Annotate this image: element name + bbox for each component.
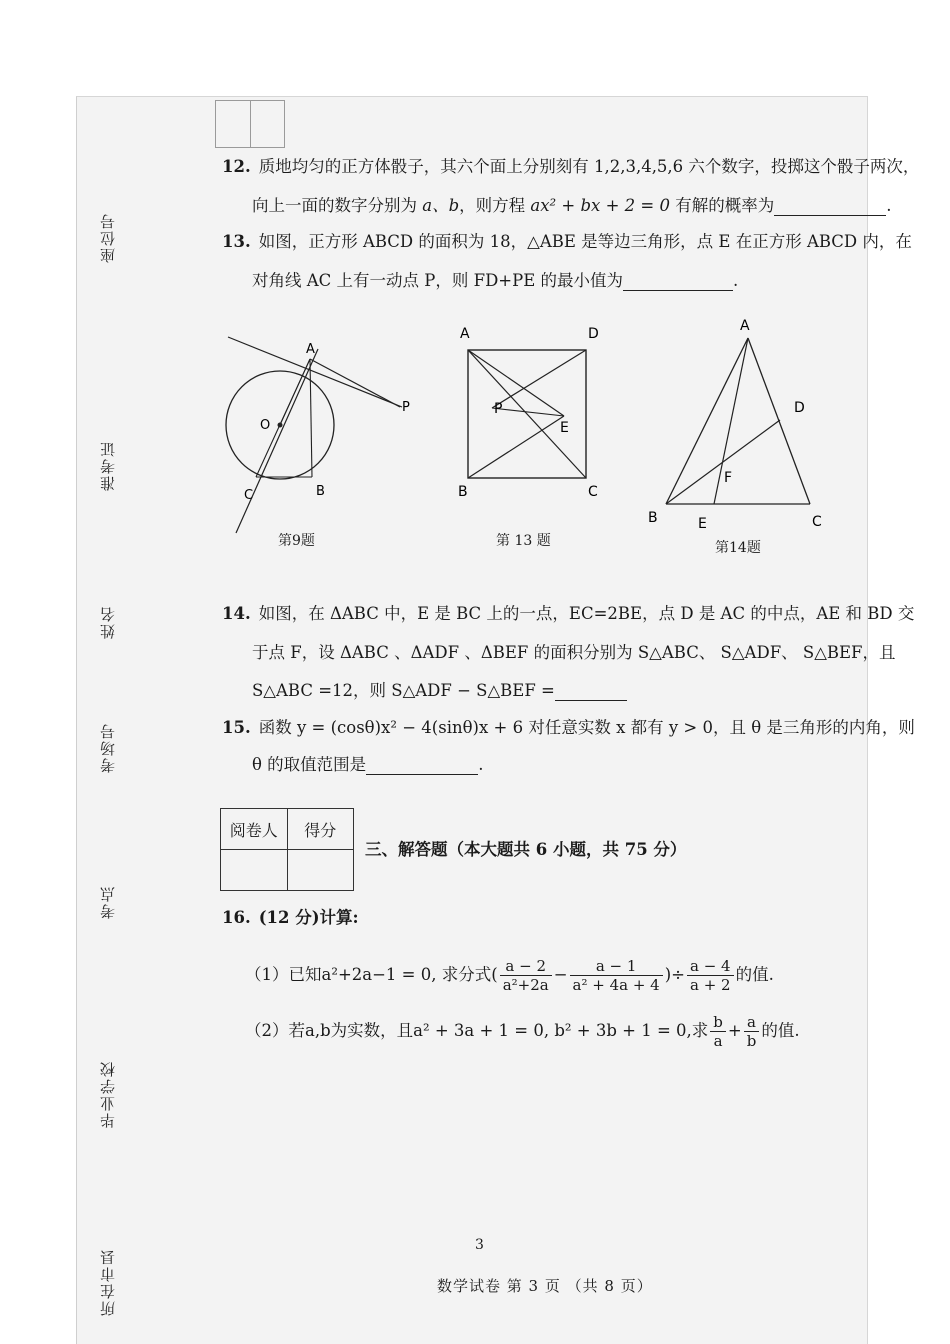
score-cell[interactable] — [287, 850, 354, 891]
question-number: 12. — [222, 157, 251, 176]
label-B: B — [458, 484, 468, 500]
operator: + — [727, 1021, 742, 1040]
side-label-room: 考场号 — [99, 722, 117, 773]
numerator: a — [744, 1013, 760, 1032]
caption-fig9: 第9题 — [278, 533, 315, 549]
operator: − — [553, 965, 568, 984]
label-E: E — [698, 516, 707, 532]
side-label-name: 姓名 — [99, 605, 117, 639]
numerator: a − 1 — [570, 957, 663, 976]
side-label-seat: 座位号 — [99, 212, 117, 263]
math-var: a、b — [422, 196, 460, 215]
question-12 — [222, 157, 919, 177]
label-A: A — [460, 326, 470, 342]
text: . — [733, 271, 739, 290]
label-E: E — [560, 420, 569, 436]
figure-13 — [452, 320, 612, 505]
fraction — [500, 957, 552, 994]
text: . — [886, 196, 892, 215]
page-number: 3 — [475, 1237, 484, 1253]
answer-blank[interactable] — [555, 684, 627, 701]
question-14-line2 — [252, 643, 896, 663]
corner-box — [215, 100, 285, 148]
label-O: O — [260, 418, 271, 433]
question-16-part1 — [245, 955, 774, 995]
denominator: a — [713, 1032, 723, 1050]
side-label-admission: 准考证 — [99, 440, 117, 491]
question-13-line2 — [252, 271, 738, 291]
label-P: P — [494, 401, 503, 417]
question-14 — [222, 604, 914, 624]
answer-blank[interactable] — [623, 274, 733, 291]
text: 的值. — [735, 965, 774, 984]
equation: ax² + bx + 2 = 0 — [530, 196, 670, 215]
label-A: A — [740, 318, 750, 334]
text: . — [478, 755, 484, 774]
numerator: b — [710, 1013, 726, 1032]
label-D: D — [794, 400, 805, 416]
question-number: 14. — [222, 604, 251, 623]
text: 有解的概率为 — [669, 196, 775, 215]
numerator: a − 2 — [500, 957, 552, 976]
fraction — [570, 957, 663, 994]
question-text: 函数 y = (cosθ)x² − 4(sinθ)x + 6 对任意实数 x 都有 y > 0，且 θ 是三角形的内角，则 — [258, 718, 915, 737]
page-footer: 数学试卷 第 3 页 （共 8 页） — [437, 1277, 653, 1295]
fraction — [687, 957, 734, 994]
caption-fig13: 第 13 题 — [496, 533, 551, 549]
label-C: C — [588, 484, 598, 500]
label-P: P — [402, 400, 410, 415]
label-C: C — [812, 514, 822, 530]
question-15 — [222, 718, 915, 738]
text: S△ABC =12，则 S△ADF − S△BEF = — [252, 681, 555, 700]
question-15-line2 — [252, 755, 483, 775]
answer-blank[interactable] — [774, 199, 886, 216]
label-A: A — [306, 342, 315, 357]
text: 向上一面的数字分别为 — [252, 196, 423, 215]
denominator: a + 2 — [690, 976, 731, 994]
grader-cell[interactable] — [221, 850, 288, 891]
grader-header: 阅卷人 — [221, 809, 288, 850]
answer-blank[interactable] — [366, 758, 478, 775]
side-label-site: 考点 — [99, 885, 117, 919]
text: θ 的取值范围是 — [252, 755, 367, 774]
denominator: b — [746, 1032, 757, 1050]
figure-9 — [222, 325, 422, 555]
question-text: 如图，在 ΔABC 中，E 是 BC 上的一点，EC=2BE，点 D 是 AC 的中点，AE 和 BD 交 — [258, 604, 915, 623]
score-table — [220, 808, 354, 891]
question-12-line2 — [252, 196, 891, 216]
label-D: D — [588, 326, 599, 342]
question-number: 13. — [222, 232, 251, 251]
side-label-school: 毕业学校 — [99, 1060, 117, 1128]
question-title: (12 分)计算: — [258, 908, 359, 927]
question-13 — [222, 232, 912, 252]
fraction — [744, 1013, 760, 1050]
question-16 — [222, 908, 359, 928]
label-B: B — [316, 484, 325, 499]
text: 于点 F，设 ΔABC 、ΔADF 、ΔBEF 的面积分别为 S△ABC、 S△ADF、 S△BEF，且 — [252, 643, 896, 662]
text: （2）若a,b为实数，且a² + 3a + 1 = 0, b² + 3b + 1 = 0,求 — [245, 1021, 709, 1040]
denominator: a²+2a — [502, 976, 549, 994]
caption-fig14: 第14题 — [715, 540, 761, 556]
fraction — [710, 1013, 726, 1050]
label-B: B — [648, 510, 658, 526]
question-14-line3 — [252, 681, 627, 701]
text: 的值. — [761, 1021, 800, 1040]
question-text: 如图，正方形 ABCD 的面积为 18，△ABE 是等边三角形，点 E 在正方形 ABCD 内，在 — [258, 232, 912, 251]
label-C: C — [244, 488, 254, 503]
question-text: 质地均匀的正方体骰子，其六个面上分别刻有 1,2,3,4,5,6 六个数字，投掷这个骰子两次， — [258, 157, 920, 176]
section-heading: 三、解答题（本大题共 6 小题，共 75 分） — [365, 840, 687, 859]
figure-14 — [640, 310, 840, 535]
numerator: a − 4 — [687, 957, 734, 976]
denominator: a² + 4a + 4 — [572, 976, 660, 994]
text: （1）已知a²+2a−1 = 0, 求分式( — [245, 965, 498, 984]
question-number: 16. — [222, 908, 251, 927]
text: 对角线 AC 上有一动点 P，则 FD+PE 的最小值为 — [252, 271, 624, 290]
score-header: 得分 — [287, 809, 354, 850]
text: ，则方程 — [459, 196, 531, 215]
operator: )÷ — [664, 965, 685, 984]
question-16-part2 — [245, 1011, 800, 1051]
question-number: 15. — [222, 718, 251, 737]
label-F: F — [724, 470, 733, 486]
side-label-county: 所在市县 — [99, 1248, 117, 1316]
